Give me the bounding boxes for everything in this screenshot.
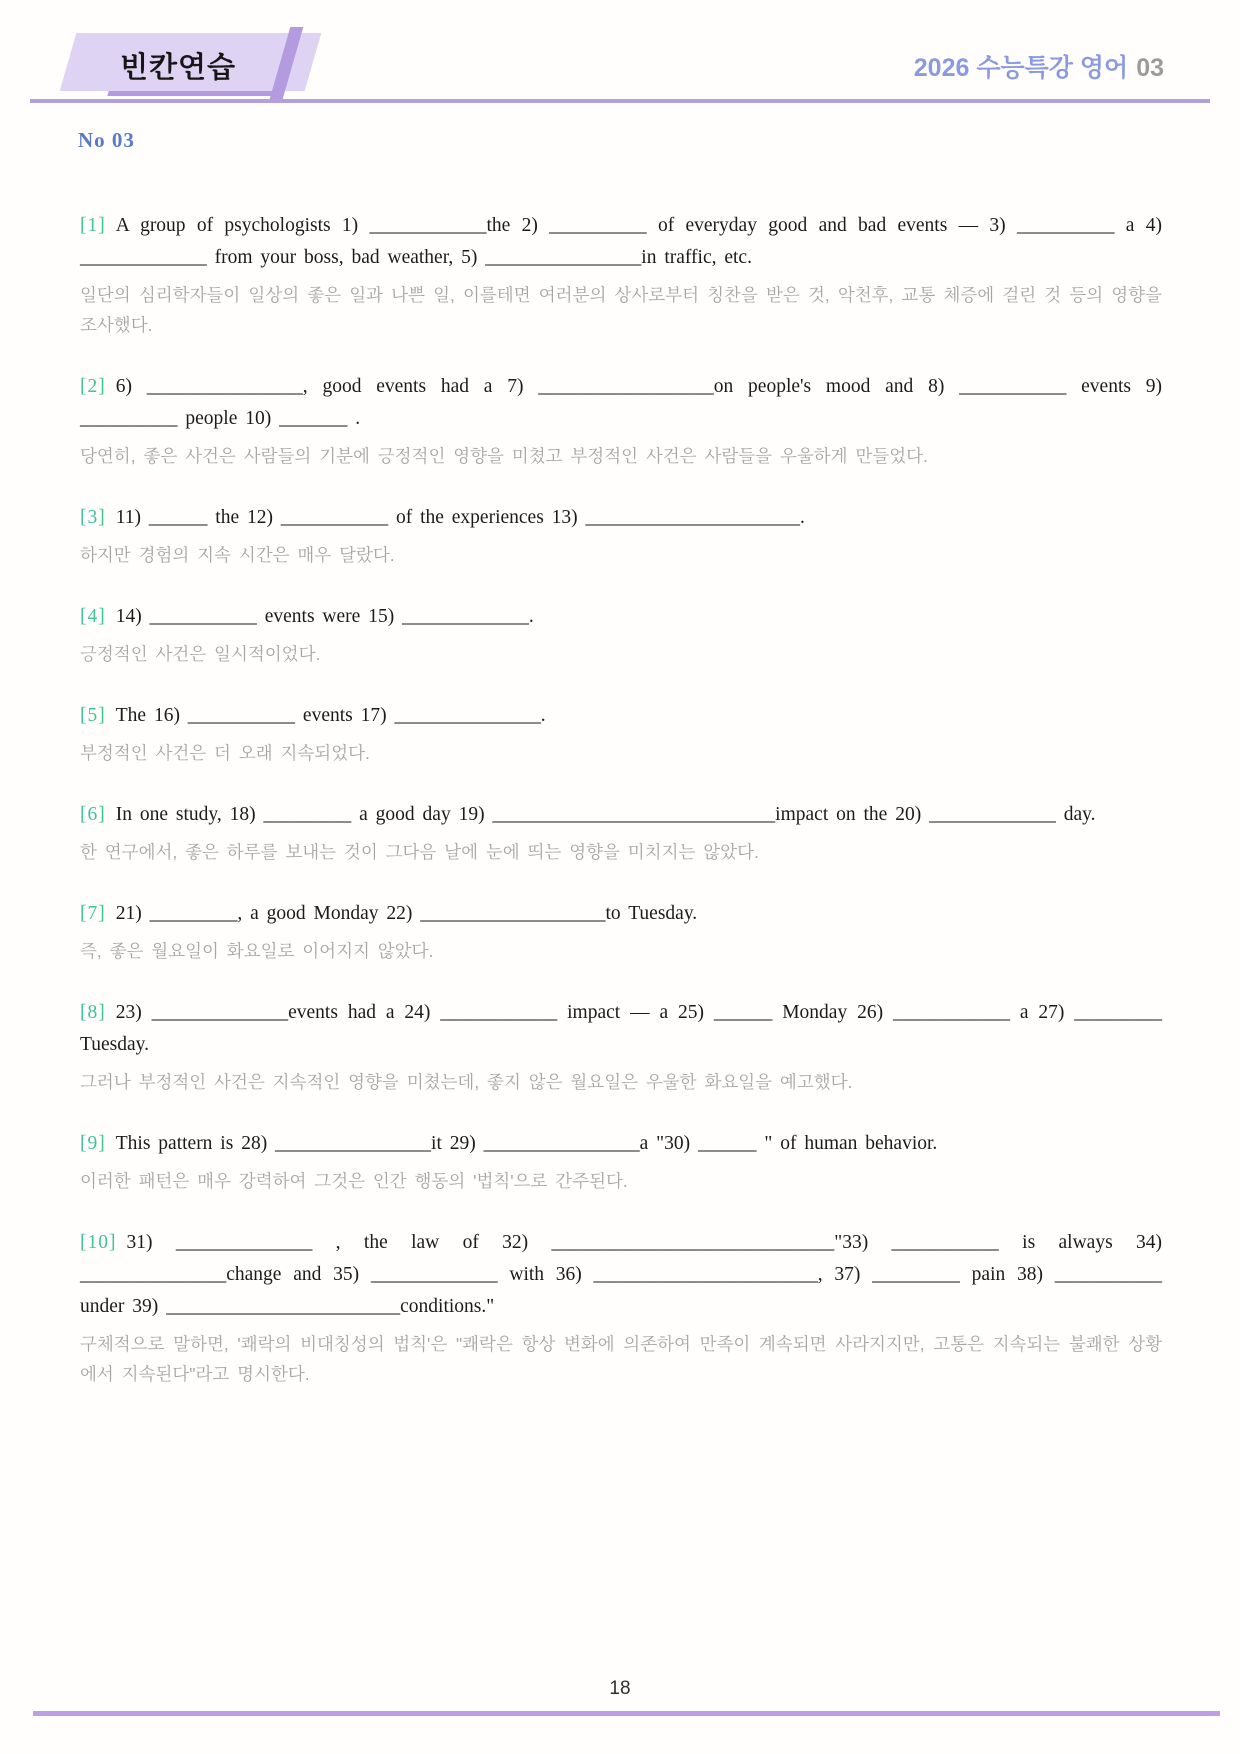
english-text: 31) ______________ , the law of 32) _____________________________"33) ___________ is always 34) _______________change and 35) _____________ with 36) _______________________, 37) _________ pain 38) ___________ under 39) ________________________conditions." [80,1232,1162,1317]
exercise-section [80,700,1162,768]
header-title-number: 03 [1136,54,1164,82]
korean-translation: 이러한 패턴은 매우 강력하여 그것은 인간 행동의 '법칙'으로 간주된다. [80,1171,628,1191]
korean-translation: 부정적인 사건은 더 오래 지속되었다. [80,743,370,763]
english-text: A group of psychologists 1) ____________the 2) __________ of everyday good and bad events — 3) __________ a 4) _____________ from your boss, bad weather, 5) ________________in traffic, etc. [80,215,1162,268]
english-sentence [80,210,1162,274]
english-sentence [80,898,1162,930]
english-text: 23) ______________events had a 24) ____________ impact — a 25) ______ Monday 26) ____________ a 27) _________ Tuesday. [80,1002,1162,1055]
english-text: 21) _________, a good Monday 22) ___________________to Tuesday. [115,903,698,924]
exercise-section [80,210,1162,340]
english-sentence [80,799,1162,831]
exercise-section [80,601,1162,669]
section-marker: [2] [80,376,106,397]
korean-translation: 긍정적인 사건은 일시적이었다. [80,644,321,664]
korean-translation: 구체적으로 말하면, '쾌락의 비대칭성의 법칙'은 "쾌락은 항상 변화에 의존하여 만족이 계속되면 사라지지만, 고통은 지속되는 불쾌한 상황에서 지속된다"라고 명시한다. [80,1334,1162,1384]
korean-translation: 그러나 부정적인 사건은 지속적인 영향을 미쳤는데, 좋지 않은 월요일은 우울한 화요일을 예고했다. [80,1072,853,1092]
english-sentence [80,502,1162,534]
section-marker: [6] [80,804,106,825]
section-marker: [9] [80,1133,106,1154]
korean-translation: 즉, 좋은 월요일이 화요일로 이어지지 않았다. [80,941,434,961]
english-sentence [80,1227,1162,1323]
section-marker: [4] [80,606,106,627]
footer-rule [33,1711,1220,1716]
exercise-section [80,1227,1162,1389]
section-marker: [3] [80,507,106,528]
korean-translation: 한 연구에서, 좋은 하루를 보내는 것이 그다음 날에 눈에 띄는 영향을 미치지는 않았다. [80,842,759,862]
english-sentence [80,1128,1162,1160]
section-marker: [10] [80,1232,117,1253]
english-sentence [80,997,1162,1061]
badge-label: 빈칸연습 [120,52,237,84]
header-title [914,48,1164,84]
doc-number: No 03 [78,128,135,152]
exercise-section [80,997,1162,1097]
english-text: The 16) ___________ events 17) _______________. [115,705,546,726]
english-sentence [80,371,1162,435]
english-sentence [80,601,1162,633]
header-rule [30,99,1210,103]
korean-translation: 당연히, 좋은 사건은 사람들의 기분에 긍정적인 영향을 미쳤고 부정적인 사건은 사람들을 우울하게 만들었다. [80,446,928,466]
english-text: 14) ___________ events were 15) _____________. [115,606,534,627]
korean-translation: 일단의 심리학자들이 일상의 좋은 일과 나쁜 일, 이를테면 여러분의 상사로부터 칭찬을 받은 것, 악천후, 교통 체증에 걸린 것 등의 영향을 조사했다. [80,285,1162,335]
english-text: 11) ______ the 12) ___________ of the experiences 13) ______________________. [115,507,805,528]
english-text: 6) ________________, good events had a 7) __________________on people's mood and 8) ___________ events 9) __________ people 10) _______ . [80,376,1162,429]
exercise-section [80,799,1162,867]
section-marker: [1] [80,215,106,236]
header-title-text: 2026 수능특강 영어 [913,54,1129,82]
exercise-section [80,502,1162,570]
header-badge [68,33,313,91]
exercise-section [80,1128,1162,1196]
korean-translation: 하지만 경험의 지속 시간은 매우 달랐다. [80,545,395,565]
section-marker: [8] [80,1002,106,1023]
english-sentence [80,700,1162,732]
sections-container [80,210,1162,1420]
exercise-section [80,371,1162,471]
exercise-section [80,898,1162,966]
section-marker: [7] [80,903,106,924]
page-number: 18 [609,1678,631,1699]
english-text: In one study, 18) _________ a good day 19) _____________________________impact on the 20) _____________ day. [115,804,1096,825]
badge-underline [107,91,283,96]
english-text: This pattern is 28) ________________it 29) ________________a "30) ______ " of human behavior. [115,1133,938,1154]
section-marker: [5] [80,705,106,726]
